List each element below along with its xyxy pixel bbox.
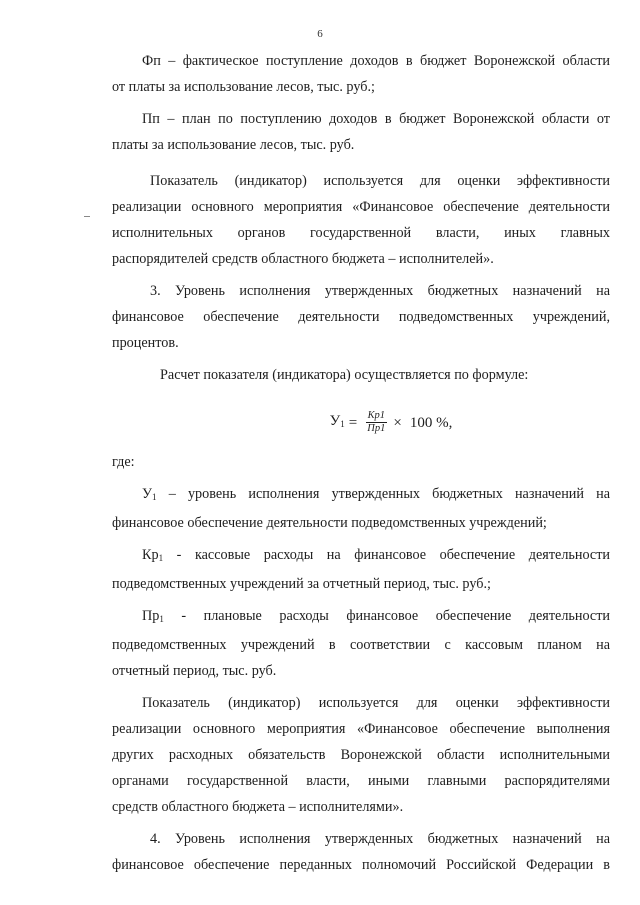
pr1-definition-line1: $Пр_1$ - плановые расходы финансовое обеспечение деятельности: [142, 608, 610, 624]
indicator-usage-2-line4: органами государственной власти, иными главными распорядителями: [112, 773, 610, 789]
indicator-usage-1-line4: распорядителей средств областного бюджета – исполнителей».: [112, 251, 494, 267]
item-4-line1: 4. Уровень исполнения утвержденных бюджетных назначений на: [150, 831, 610, 847]
page-number: 6: [317, 28, 323, 40]
pp-definition-line2: платы за использование лесов, тыс. руб.: [112, 137, 355, 153]
margin-mark: [84, 216, 90, 217]
pp-definition-line1: Пп – план по поступлению доходов в бюджет Воронежской области от: [142, 111, 610, 127]
document-body: [112, 48, 610, 878]
indicator-usage-1-line1: Показатель (индикатор) используется для оценки эффективности: [150, 173, 610, 189]
fp-definition-line2: от платы за использование лесов, тыс. руб.;: [112, 79, 375, 95]
formula-u1: [172, 408, 610, 437]
item-3-line3: процентов.: [112, 335, 179, 351]
pr1-definition-line2: подведомственных учреждений в соответствии с кассовым планом на: [112, 637, 610, 653]
indicator-usage-1-line3: исполнительных органов государственной власти, иных главных: [112, 225, 610, 241]
indicator-usage-2-line1: Показатель (индикатор) используется для оценки эффективности: [142, 695, 610, 711]
formula-lhs: $У_1$: [329, 413, 345, 429]
formula-numerator: Кр1: [367, 410, 386, 421]
indicator-usage-1-line2: реализации основного мероприятия «Финансовое обеспечение деятельности: [112, 199, 610, 215]
calculation-intro: Расчет показателя (индикатора) осуществляется по формуле:: [160, 367, 529, 383]
indicator-usage-2-line3: других расходных обязательств Воронежской области исполнительными: [112, 747, 610, 763]
where-label: где:: [112, 454, 135, 470]
kr1-definition-line2: подведомственных учреждений за отчетный период, тыс. руб.;: [112, 576, 491, 592]
formula-equals: =: [348, 414, 358, 431]
u1-definition-line2: финансовое обеспечение деятельности подведомственных учреждений;: [112, 515, 547, 531]
u1-definition-line1: $У_1$ – уровень исполнения утвержденных бюджетных назначений на: [142, 486, 611, 502]
kr1-definition-line1: $Кр_1$ - кассовые расходы на финансовое обеспечение деятельности: [142, 547, 610, 563]
item-4-line2: финансовое обеспечение переданных полномочий Российской Федерации в: [112, 857, 610, 873]
formula-denominator: Пр1: [367, 423, 386, 434]
indicator-usage-2-line2: реализации основного мероприятия «Финансовое обеспечение выполнения: [112, 721, 610, 737]
fp-definition-line1: Фп – фактическое поступление доходов в бюджет Воронежской области: [142, 53, 610, 69]
item-3-line2: финансовое обеспечение деятельности подведомственных учреждений,: [112, 309, 610, 325]
indicator-usage-2-line5: средств областного бюджета – исполнителями».: [112, 799, 404, 815]
formula-times: ×: [393, 414, 402, 431]
formula-fraction: [365, 410, 387, 435]
formula-rhs: 100 %,: [409, 414, 453, 431]
item-3-line1: 3. Уровень исполнения утвержденных бюджетных назначений на: [150, 283, 610, 299]
pr1-definition-line3: отчетный период, тыс. руб.: [112, 663, 277, 679]
